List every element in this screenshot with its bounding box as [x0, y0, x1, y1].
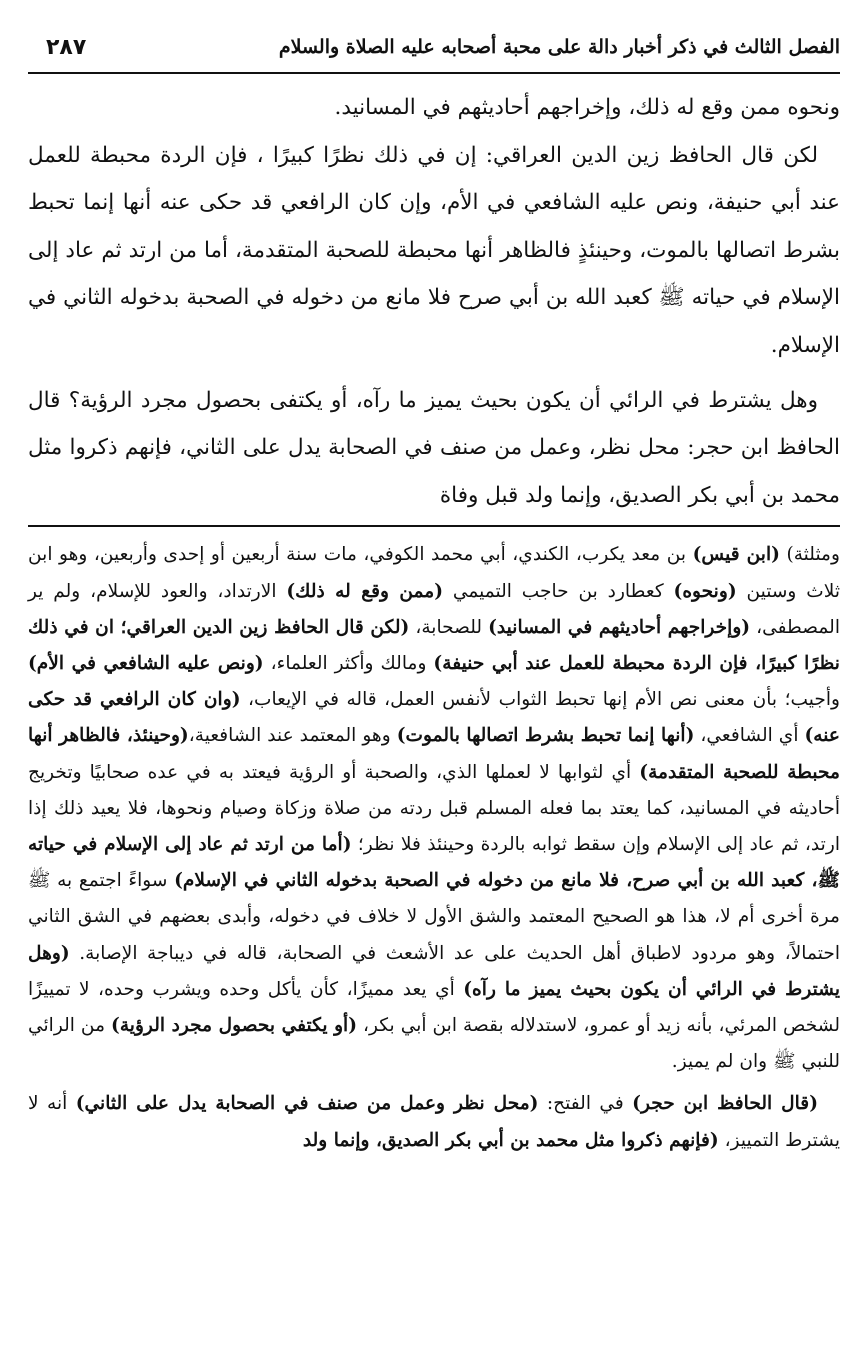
page-header [28, 28, 840, 66]
commentary-quote: (قال الحافظ ابن حجر) [632, 1093, 818, 1115]
commentary-quote: (وحينئذ، فالظاهر أنها محبطة للصحبة المتقدمة) [28, 725, 840, 783]
commentary-text: ومالك وأكثر العلماء، [263, 652, 434, 674]
commentary-text: للصحابة، [409, 616, 489, 638]
commentary-quote: (وان كان الرافعي قد حكى عنه) [28, 689, 840, 747]
commentary-quote: (ابن قيس) [692, 544, 780, 566]
commentary [28, 537, 840, 1158]
main-paragraph-2: لكن قال الحافظ زين الدين العراقي: إن في ذلك نظرًا كبيرًا ، فإن الردة محبطة للعمل عند أبي حنيفة، ونص عليه الشافعي في الأم، وإن كان الرافعي قد حكى عنه أنها إنما تحبط بشرط اتصالها بالموت، وحينئذٍ فالظاهر أنها محبطة للصحبة المتقدمة، أما من ارتد ثم عاد إلى الإسلام في حياته ﷺ كعبد الله بن أبي صرح فلا مانع من دخوله في الصحبة بدخوله الثاني في الإسلام. [28, 142, 840, 358]
main-text [28, 84, 840, 519]
main-paragraph-1: ونحوه ممن وقع له ذلك، وإخراجهم أحاديثهم في المسانيد. [334, 95, 840, 120]
commentary-quote: (أنها إنما تحبط بشرط اتصالها بالموت) [396, 725, 695, 747]
commentary-text: أي لثوابها لا لعملها الذي، والصحبة أو الرؤية فيعتد به في عده صحابيًا وتخريج أحاديثه في المسانيد، كما يعتد بما فعله المسلم قبل ردته من صلاة وزكاة وصيام ونحوها، فلا يعيد ذلك إذا ارتد، ثم عاد إلى الإسلام وإن سقط ثوابه بالردة وحينئذ فلا نظر؛ [28, 761, 840, 855]
main-paragraph-3: وهل يشترط في الرائي أن يكون بحيث يميز ما رآه، أو يكتفى بحصول مجرد الرؤية؟ قال الحافظ ابن حجر: محل نظر، وعمل من صنف في الصحابة يدل على الثاني، فإنهم ذكروا مثل محمد بن أبي بكر الصديق، وإنما ولد قبل وفاة [28, 387, 840, 508]
commentary-paragraph-2 [28, 1086, 840, 1158]
commentary-text: في الفتح: [538, 1093, 633, 1115]
commentary-text: أي الشافعي، [694, 725, 805, 747]
commentary-text: وهو المعتمد عند الشافعية، [188, 725, 397, 747]
commentary-quote: (ونص عليه الشافعي في الأم) [28, 652, 264, 674]
chapter-title: الفصل الثالث في ذكر أخبار دالة على محبة أصحابه عليه الصلاة والسلام [278, 36, 840, 58]
commentary-text: من الرائي للنبي ﷺ وان لم يميز. [28, 1014, 840, 1073]
commentary-text: بن معد يكرب، الكندي، أبي محمد الكوفي، مات سنة أربعين أو إحدى وأربعين، وهو ابن ثلاث وستين [28, 544, 841, 602]
commentary-quote: (لكن قال الحافظ زين الدين العراقي؛ ان في ذلك نظرًا كبيرًا، فإن الردة محبطة للعمل عند أبي حنيفة) [28, 616, 840, 674]
commentary-quote: (فإنهم ذكروا مثل محمد بن أبي بكر الصديق، وإنما ولد [302, 1129, 719, 1151]
commentary-text: وأجيب؛ بأن معنى نص الأم إنها تحبط الثواب لأنفس العمل، قاله في الإيعاب، [240, 689, 840, 711]
commentary-quote: (وإخراجهم أحاديثهم في المسانيد) [488, 616, 751, 638]
commentary-quote: (ممن وقع له ذلك) [286, 580, 444, 602]
commentary-text: الارتداد، والعود للإسلام، ولم ير المصطفى، [28, 580, 840, 638]
commentary-text: ومثلثة) [779, 544, 840, 566]
commentary-quote: (محل نظر وعمل من صنف في الصحابة يدل على الثاني) [75, 1093, 539, 1115]
commentary-text: أنه لا يشترط التمييز، [28, 1093, 840, 1151]
page-number: ٢٨٧ [46, 34, 87, 60]
commentary-quote: (وهل يشترط في الرائي أن يكون بحيث يميز ما رآه) [28, 942, 840, 1000]
commentary-quote: (أو يكتفي بحصول مجرد الرؤية) [111, 1014, 358, 1036]
header-rule [28, 72, 840, 74]
commentary-quote: (أما من ارتد ثم عاد إلى الإسلام في حياته ﷺ، كعبد الله بن أبي صرح، فلا مانع من دخوله في الصحبة بدخوله الثاني في الإسلام) [28, 833, 841, 892]
commentary-paragraph-1 [28, 537, 840, 1080]
commentary-text: أي يعد مميزًا، كأن يأكل وحده ويشرب وحده، لا تمييزًا لشخص المرئي، بأنه زيد أو عمرو، لاستدلاله بقصة ابن أبي بكر، [28, 978, 840, 1036]
commentary-quote: (ونحوه) [673, 580, 737, 602]
commentary-text: سواءً اجتمع به ﷺ مرة أخرى أم لا، هذا هو الصحيح المعتمد والشق الأول لا خلاف في دخوله، وأبدى بعضهم في الشق الثاني احتمالاً، وهو مردود لاطباق أهل الحديث على عد الأشعث في الصحابة، قاله في ديباجة الإصابة. [28, 870, 840, 964]
footnote-rule [28, 525, 840, 527]
commentary-text: كعطارد بن حاجب التميمي [443, 580, 674, 602]
